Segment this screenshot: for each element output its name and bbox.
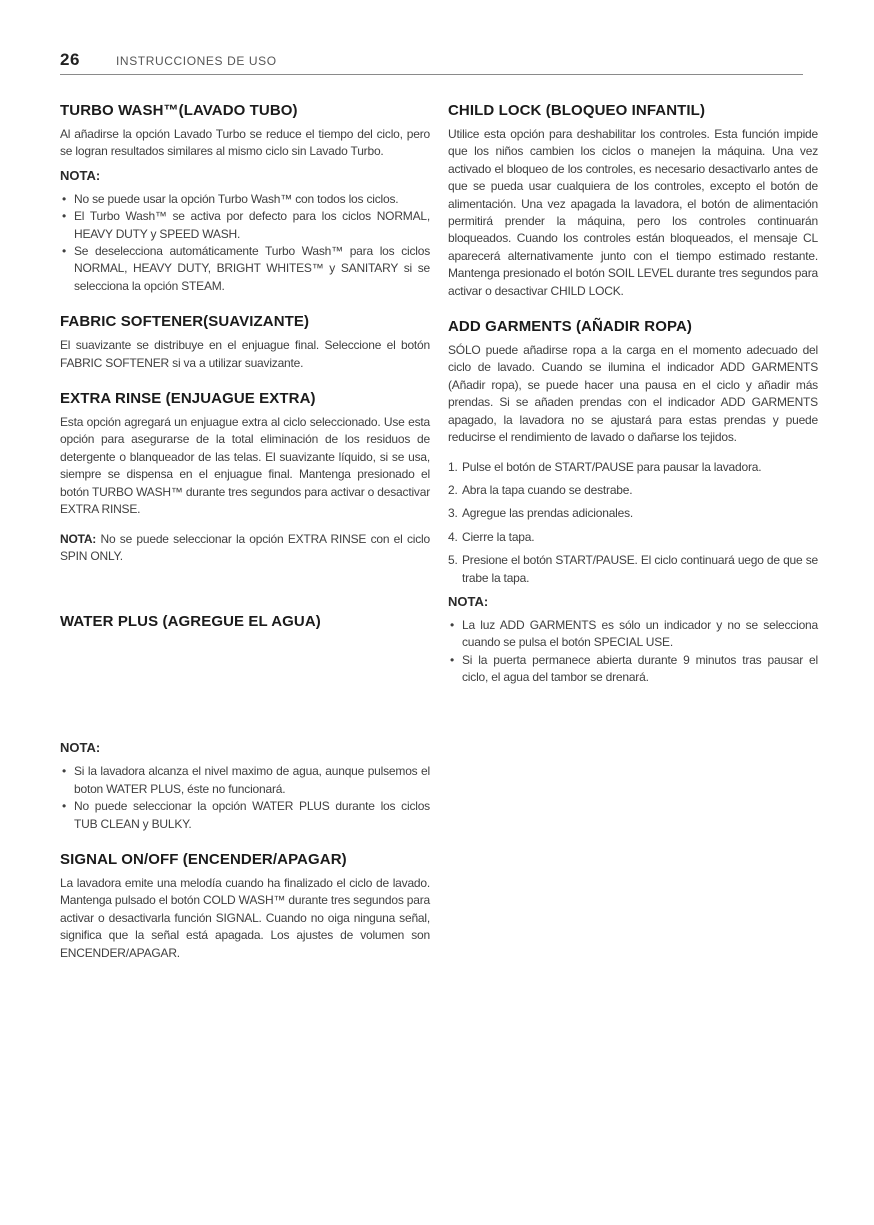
note-item: • Si la puerta permanece abierta durante 9 minutos tras pausar el ciclo, el agua del tambor se drenará.	[448, 652, 818, 687]
water-plus-note-label: NOTA:	[60, 740, 101, 756]
note-item: • Se deselecciona automáticamente Turbo Wash™ para los ciclos NORMAL, HEAVY DUTY, BRIGHT WHITES™ y SANITARY si se selecciona la opción STEAM.	[60, 243, 430, 295]
add-garments-note-label: NOTA:	[448, 593, 489, 609]
turbo-wash-body: Al añadirse la opción Lavado Turbo se reduce el tiempo del ciclo, pero se logran resultados similares al mismo ciclo sin Lavado Turbo.	[60, 127, 430, 159]
child-lock-section	[448, 102, 818, 300]
signal-body: La lavadora emite una melodía cuando ha finalizado el ciclo de lavado. Mantenga pulsado el botón COLD WASH™ durante tres segundos para activar o desactivarla función SIGNAL. Cuando no oiga ninguna señal, significa que la señal está apagada. Los ajustes de volumen son ENCENDER/APAGAR.	[60, 875, 430, 960]
child-lock-body: Utilice esta opción para deshabilitar los controles. Esta función impide que los niños cambien los ciclos o manejen la máquina. Una vez activado el bloqueo de los controles, es necesario desactivarlo antes de que se pueda usar cualquiera de los controles, excepto el botón de alimentación. Una vez apagada la lavadora, el botón de alimentación permitirá prender la máquina, pero los controles continuarán bloqueados. Cuando los controles están bloqueados, el mensaje CL aparecerá alternativamente junto con el tiempo estimado restante. Mantenga presionado el botón SOIL LEVEL durante tres segundos para activar o desactivar CHILD LOCK.	[448, 127, 818, 298]
step-item	[448, 459, 818, 476]
extra-rinse-note-label: NOTA:	[60, 531, 97, 546]
water-plus-notes	[60, 763, 430, 833]
water-plus-section	[60, 613, 430, 833]
add-garments-body: SÓLO puede añadirse ropa a la carga en el momento adecuado del ciclo de lavado. Cuando se ilumina el indicador ADD GARMENTS (Añadir ropa), se puede hacer una pausa en el ciclo y añadir más prendas. Si se añaden prendas con el indicador ADD GARMENTS apagado, la lavadora no se ajustará para estas prendas y puede reducirse el rendimiento de lavado o dañarse los tejidos.	[448, 343, 818, 445]
step-item	[448, 505, 818, 522]
blank-area	[60, 631, 430, 739]
add-garments-heading: ADD GARMENTS (AÑADIR ROPA)	[448, 318, 692, 336]
turbo-wash-heading: TURBO WASH™(LAVADO TUBO)	[60, 102, 298, 119]
note-item: • El Turbo Wash™ se activa por defecto para los ciclos NORMAL, HEAVY DUTY y SPEED WASH.	[60, 208, 430, 243]
extra-rinse-body: Esta opción agregará un enjuague extra al ciclo seleccionado. Use esta opción para asegurarse de la total eliminación de los residuos de detergente o blanqueador de las telas. El suavizante líquido, si se usa, siempre se dispensa en el enjuague final. Mantenga presionado el botón TURBO WASH™ durante tres segundos para activar o desactivar EXTRA RINSE.	[60, 415, 430, 517]
step-text: Abra la tapa cuando se destrabe.	[462, 482, 633, 497]
note-item: • No puede seleccionar la opción WATER PLUS durante los ciclos TUB CLEAN y BULKY.	[60, 798, 430, 833]
step-item	[448, 552, 818, 587]
step-text: Agregue las prendas adicionales.	[462, 506, 634, 521]
step-item	[448, 482, 818, 499]
signal-heading: SIGNAL ON/OFF (ENCENDER/APAGAR)	[60, 850, 347, 868]
extra-rinse-note	[60, 531, 430, 566]
fabric-softener-section	[60, 313, 430, 372]
fabric-softener-body: El suavizante se distribuye en el enjuague final. Seleccione el botón FABRIC SOFTENER si va a utilizar suavizante.	[60, 338, 430, 370]
step-item	[448, 529, 818, 546]
add-garments-notes	[448, 617, 818, 687]
page-header	[60, 50, 803, 75]
extra-rinse-section	[60, 390, 430, 565]
extra-rinse-heading: EXTRA RINSE (ENJUAGUE EXTRA)	[60, 390, 316, 408]
step-text: Pulse el botón de START/PAUSE para pausar la lavadora.	[462, 459, 762, 474]
step-text: Presione el botón START/PAUSE. El ciclo continuará uego de que se trabe la tapa.	[462, 553, 818, 585]
step-number: 3.	[448, 506, 458, 521]
note-item: • La luz ADD GARMENTS es sólo un indicador y no se selecciona cuando se pulsa el botón SPECIAL USE.	[448, 617, 818, 652]
step-number: 4.	[448, 529, 458, 544]
step-text: Cierre la tapa.	[462, 529, 535, 544]
extra-rinse-note-text: No se puede seleccionar la opción EXTRA RINSE con el ciclo SPIN ONLY.	[60, 531, 430, 563]
turbo-wash-notes	[60, 191, 430, 295]
add-garments-steps	[448, 459, 818, 587]
section-title: INSTRUCCIONES DE USO	[116, 54, 277, 68]
add-garments-section	[448, 318, 818, 687]
step-number: 1.	[448, 459, 458, 474]
step-number: 5.	[448, 553, 458, 568]
left-column	[60, 102, 430, 962]
turbo-wash-note-label: NOTA:	[60, 167, 101, 183]
turbo-wash-section	[60, 102, 430, 295]
step-number: 2.	[448, 482, 458, 497]
note-item: • Si la lavadora alcanza el nivel maximo de agua, aunque pulsemos el boton WATER PLUS, éste no funcionará.	[60, 763, 430, 798]
child-lock-heading: CHILD LOCK (BLOQUEO INFANTIL)	[448, 102, 706, 119]
right-column	[448, 102, 818, 687]
fabric-softener-heading: FABRIC SOFTENER(SUAVIZANTE)	[60, 313, 310, 331]
note-item: • No se puede usar la opción Turbo Wash™ con todos los ciclos.	[60, 191, 430, 208]
water-plus-heading: WATER PLUS (AGREGUE EL AGUA)	[60, 613, 321, 631]
page-number: 26	[60, 50, 80, 69]
signal-section	[60, 851, 430, 962]
